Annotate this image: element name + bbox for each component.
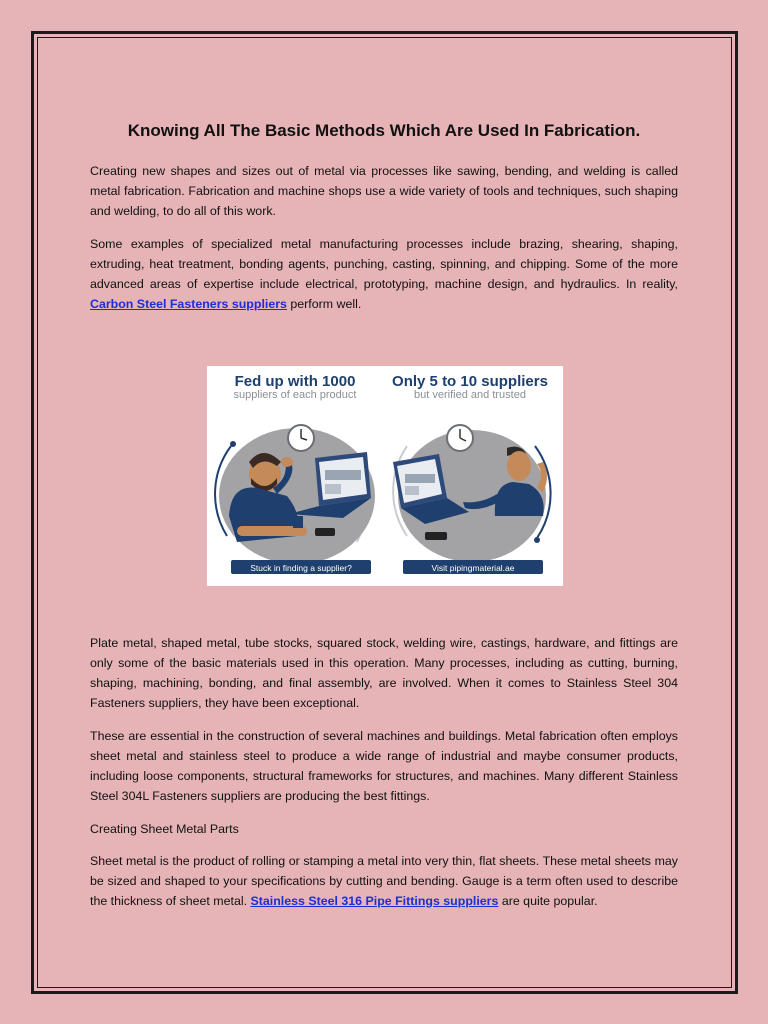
paragraph-5-tail: are quite popular.	[498, 894, 598, 908]
paragraph-2-tail: perform well.	[286, 297, 362, 311]
promo-illustration	[207, 366, 563, 586]
paragraph-2-text: Some examples of specialized metal manufacturing processes include brazing, shearing, shaping, extruding, heat treatment, bonding agents, punching, casting, spinning, and chipping. Some of the more advanced areas of expertise include electrical, prototyping, machine design, and hydraulics. In reality,	[90, 237, 678, 291]
left-scene	[215, 425, 375, 564]
paragraph-4: These are essential in the construction of several machines and buildings. Metal fabrication often employs sheet metal and stainless steel to produce a wide range of industrial and maybe consumer products, including loose components, structural frameworks for structures, and machines. Many different Stainless Steel 304L Fasteners suppliers are producing the best fittings.	[90, 729, 678, 803]
document-body	[90, 120, 678, 327]
right-scene	[393, 425, 551, 562]
paragraph-5	[90, 851, 678, 911]
right-subheading: but verified and trusted	[414, 389, 526, 401]
right-banner-text: Visit pipingmaterial.ae	[431, 563, 515, 573]
paragraph-2	[90, 234, 678, 314]
document-title: Knowing All The Basic Methods Which Are Used In Fabrication.	[127, 121, 641, 140]
left-heading: Fed up with 1000	[234, 373, 356, 390]
left-banner-text: Stuck in finding a supplier?	[250, 563, 352, 573]
stainless-316-pipe-fittings-link[interactable]: Stainless Steel 316 Pipe Fittings suppliers	[250, 894, 499, 908]
section-subheading: Creating Sheet Metal Parts	[90, 822, 239, 836]
document-body-lower	[90, 633, 678, 924]
paragraph-5-text: Sheet metal is the product of rolling or stamping a metal into very thin, flat sheets. These metal sheets may be sized and shaped to your specifications by cutting and bending. Gauge is a term often used to describe the thickness of sheet metal.	[90, 854, 678, 908]
paragraph-3: Plate metal, shaped metal, tube stocks, squared stock, welding wire, castings, hardware, and fittings are only some of the basic materials used in this operation. Many processes, including as cutting, burning, shaping, machining, bonding, and final assembly, are involved. When it comes to Stainless Steel 304 Fasteners suppliers, they have been exceptional.	[90, 636, 678, 710]
carbon-steel-fasteners-link[interactable]: Carbon Steel Fasteners suppliers	[90, 297, 287, 311]
right-heading: Only 5 to 10 suppliers	[392, 373, 548, 390]
left-subheading: suppliers of each product	[233, 389, 357, 401]
paragraph-1: Creating new shapes and sizes out of metal via processes like sawing, bending, and welding is called metal fabrication. Fabrication and machine shops use a wide variety of tools and techniques, such shaping and welding, to do all of this work.	[90, 164, 678, 218]
